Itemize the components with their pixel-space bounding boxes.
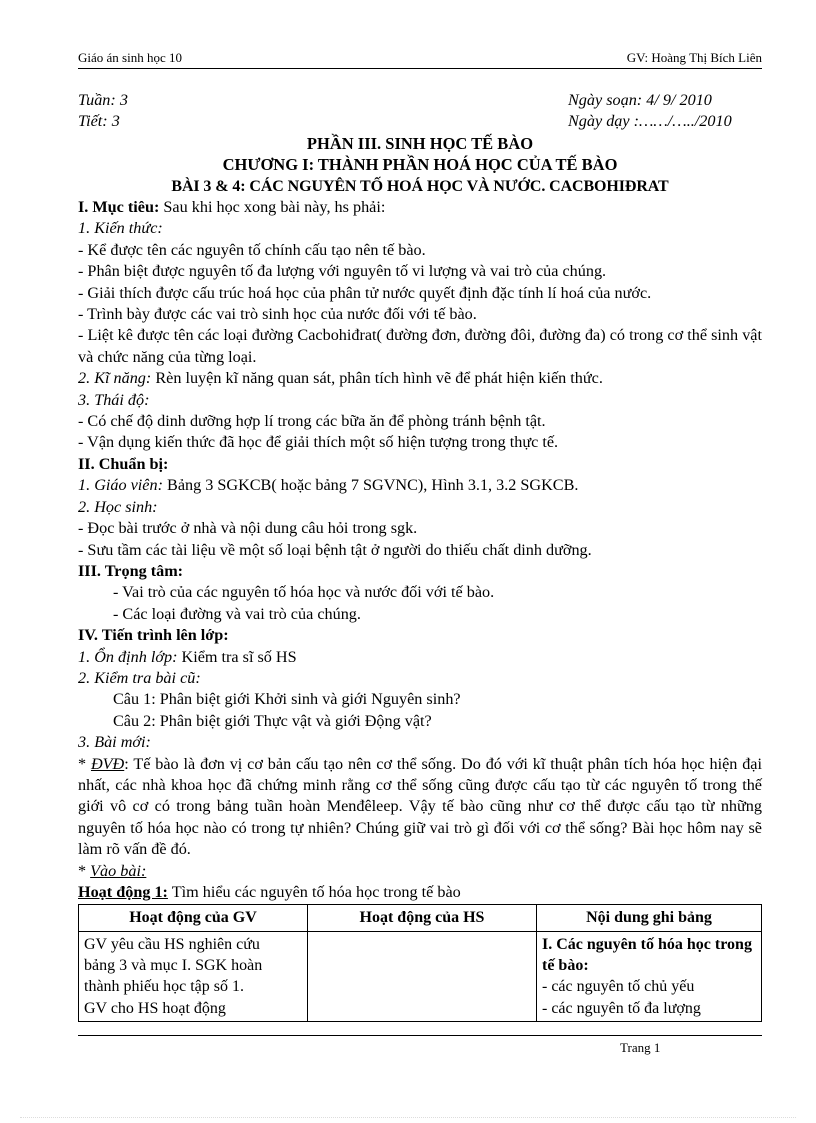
board-notes-cell bbox=[537, 931, 762, 1021]
intro-line bbox=[78, 861, 762, 882]
teacher-activity-line: GV cho HS hoạt động bbox=[84, 999, 226, 1017]
chapter-title: CHƯƠNG I: THÀNH PHẦN HOÁ HỌC CỦA TẾ BÀO bbox=[222, 155, 618, 175]
week: Tuần: 3 bbox=[78, 91, 128, 109]
student-activity-cell bbox=[308, 931, 537, 1021]
activity-table bbox=[78, 904, 762, 1021]
table-row bbox=[79, 931, 762, 1021]
teacher-prep-line bbox=[78, 475, 762, 496]
activity-title: Tìm hiểu các nguyên tố hóa học trong tế bào bbox=[167, 883, 461, 901]
prep-date: Ngày soạn: 4/ 9/ 2010 bbox=[568, 91, 712, 109]
column-header: Hoạt động của HS bbox=[308, 905, 537, 931]
page-number: Trang 1 bbox=[620, 1040, 661, 1055]
dvd-text: : Tế bào là đơn vị cơ bản cấu tạo nên cơ thể sống. Do đó với kĩ thuật phân tích hóa học hiện đại nhất, các nhà khoa học đã chứng minh rằng cơ thể sống cũng được cấu tạo từ các nguyên tố trong thế giới vô cơ có trong bảng tuần hoàn Menđêleep. Vậy tế bào cũng như cơ thể được cấu tạo từ những nguyên tố hóa học nào có trong tự nhiên? Chúng giữ vai trò gì đối với cơ thể sống? Bài học hôm nay sẽ làm rõ vấn đề đó. bbox=[78, 754, 762, 859]
student-item: - Sưu tầm các tài liệu về một số loại bệnh tật ở người do thiếu chất dinh dưỡng. bbox=[78, 540, 592, 559]
footer-rule bbox=[78, 1035, 762, 1036]
knowledge-item: - Trình bày được các vai trò sinh học của nước đối với tế bào. bbox=[78, 305, 477, 324]
student-item: - Đọc bài trước ở nhà và nội dung câu hỏi trong sgk. bbox=[78, 519, 418, 538]
lesson-title: BÀI 3 & 4: CÁC NGUYÊN TỐ HOÁ HỌC VÀ NƯỚC. CACBOHIĐRAT bbox=[171, 177, 669, 195]
teacher-activity-line: thành phiếu học tập số 1. bbox=[84, 978, 244, 996]
focus-item: - Các loại đường và vai trò của chúng. bbox=[113, 604, 361, 623]
objectives-heading: I. Mục tiêu: bbox=[78, 198, 160, 216]
focus-heading: III. Trọng tâm: bbox=[78, 561, 184, 580]
knowledge-label: 1. Kiến thức: bbox=[78, 219, 163, 238]
knowledge-item: - Kể được tên các nguyên tố chính cấu tạo nên tế bào. bbox=[78, 240, 426, 259]
attitude-label: 3. Thái độ: bbox=[78, 390, 150, 409]
process-heading: IV. Tiến trình lên lớp: bbox=[78, 626, 229, 645]
column-header: Nội dung ghi bảng bbox=[537, 905, 762, 931]
step1-text: Kiểm tra sĩ số HS bbox=[177, 647, 297, 666]
meta-row-1 bbox=[78, 90, 762, 111]
dvd-paragraph bbox=[78, 754, 762, 861]
board-item: - các nguyên tố chủ yếu bbox=[542, 978, 695, 996]
preparation-heading: II. Chuẩn bị: bbox=[78, 454, 169, 473]
page-header bbox=[78, 48, 762, 69]
review-question: Câu 1: Phân biệt giới Khởi sinh và giới Nguyên sinh? bbox=[113, 690, 461, 709]
attitude-item: - Có chế độ dinh dưỡng hợp lí trong các bữa ăn để phòng tránh bệnh tật. bbox=[78, 412, 546, 431]
period: Tiết: 3 bbox=[78, 112, 120, 131]
page-break-line bbox=[20, 1117, 796, 1118]
activity-label: Hoạt động 1: bbox=[78, 883, 168, 901]
teach-date: Ngày dạy :……/…../2010 bbox=[568, 112, 732, 131]
intro-label: Vào bài: bbox=[90, 861, 147, 880]
dvd-label: ĐVĐ bbox=[90, 754, 125, 773]
column-header: Hoạt động của GV bbox=[79, 905, 308, 931]
skills-line bbox=[78, 368, 762, 389]
meta-row-2 bbox=[78, 111, 762, 132]
objectives-line bbox=[78, 197, 762, 218]
skills-text: Rèn luyện kĩ năng quan sát, phân tích hình vẽ để phát hiện kiến thức. bbox=[151, 369, 603, 388]
skills-label: 2. Kĩ năng: bbox=[78, 369, 152, 388]
knowledge-item: - Giải thích được cấu trúc hoá học của phân tử nước quyết định đặc tính lí hoá của nước. bbox=[78, 283, 652, 302]
header-teacher: GV: Hoàng Thị Bích Liên bbox=[626, 50, 762, 65]
knowledge-item: - Liệt kê được tên các loại đường Cacbohiđrat( đường đơn, đường đôi, đường đa) có trong cơ thể sinh vật và chức năng của từng loại. bbox=[78, 326, 762, 366]
dvd-prefix: * bbox=[78, 754, 91, 773]
activity-title-line bbox=[78, 882, 762, 903]
teacher-activity-cell bbox=[79, 931, 308, 1021]
header-course: Giáo án sinh học 10 bbox=[78, 50, 182, 65]
objectives-intro: Sau khi học xong bài này, hs phải: bbox=[159, 198, 386, 216]
review-question: Câu 2: Phân biệt giới Thực vật và giới Động vật? bbox=[113, 711, 432, 730]
knowledge-item: - Phân biệt được nguyên tố đa lượng với nguyên tố vi lượng và vai trò của chúng. bbox=[78, 262, 607, 281]
intro-prefix: * bbox=[78, 861, 91, 880]
step1-line bbox=[78, 647, 762, 668]
teacher-activity-line: bảng 3 và mục I. SGK hoàn bbox=[84, 957, 263, 974]
teacher-label: 1. Giáo viên: bbox=[78, 476, 163, 495]
focus-item: - Vai trò của các nguyên tố hóa học và nước đối với tế bào. bbox=[113, 583, 495, 602]
table-header-row bbox=[79, 905, 762, 931]
board-item: - các nguyên tố đa lượng bbox=[542, 999, 701, 1017]
step3-label: 3. Bài mới: bbox=[78, 733, 151, 752]
teacher-prep: Bảng 3 SGKCB( hoặc bảng 7 SGVNC), Hình 3.1, 3.2 SGKCB. bbox=[162, 476, 579, 495]
document-body bbox=[78, 90, 762, 1022]
student-label: 2. Học sinh: bbox=[78, 497, 158, 516]
part-title: PHẦN III. SINH HỌC TẾ BÀO bbox=[306, 133, 534, 153]
teacher-activity-line: GV yêu cầu HS nghiên cứu bbox=[84, 935, 260, 953]
step1-label: 1. Ổn định lớp: bbox=[78, 647, 178, 666]
step2-label: 2. Kiểm tra bài cũ: bbox=[78, 668, 201, 687]
board-heading: I. Các nguyên tố hóa học trong tế bào: bbox=[542, 935, 752, 974]
attitude-item: - Vận dụng kiến thức đã học để giải thích một số hiện tượng trong thực tế. bbox=[78, 433, 559, 452]
